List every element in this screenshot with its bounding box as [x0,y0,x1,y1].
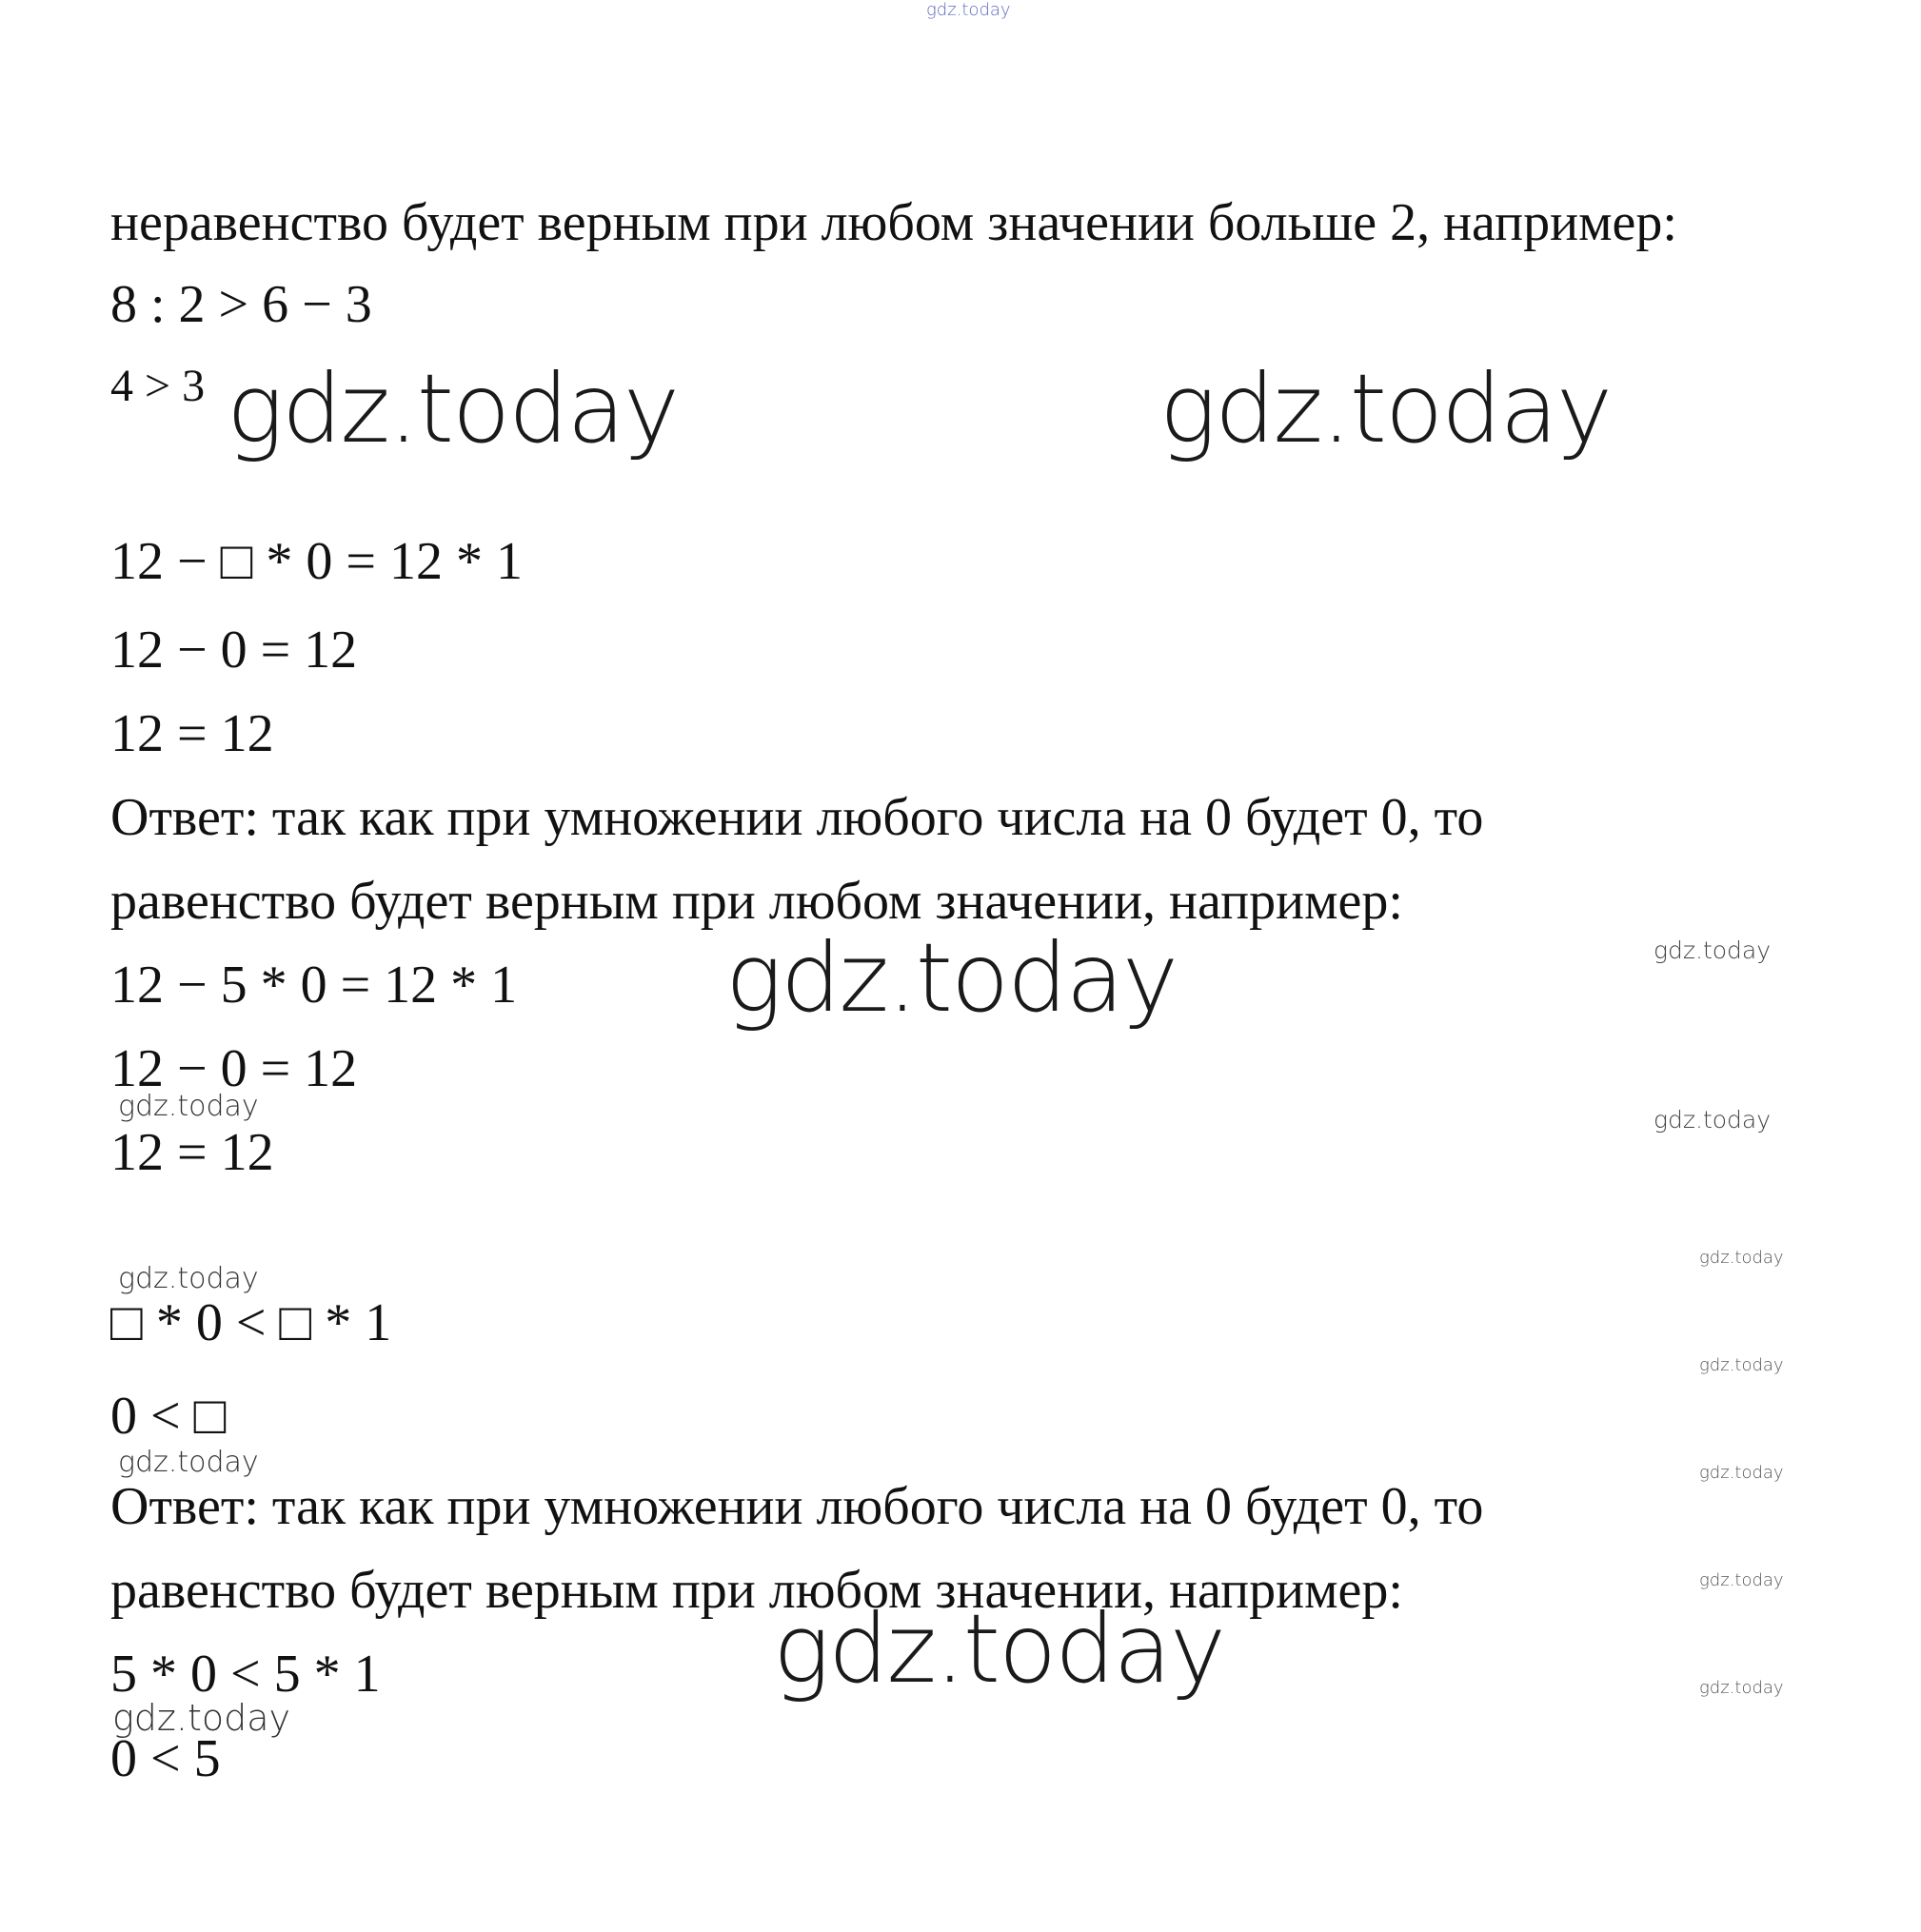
answer-line: равенство будет верным при любом значении, например: [110,1561,1403,1620]
equation-line: 12 − 0 = 12 [110,1039,358,1098]
equation-line: 0 < 5 [110,1729,221,1788]
equation-line: 12 = 12 [110,1123,274,1182]
answer-line: Ответ: так как при умножении любого числа на 0 будет 0, то [110,1477,1484,1536]
watermark-tiny: gdz.today [1699,1678,1784,1698]
equation-line: □ * 0 < □ * 1 [110,1293,392,1352]
equation-line: 0 < □ [110,1387,227,1446]
watermark-small: gdz.today [1654,1106,1772,1134]
equation-line: 12 − □ * 0 = 12 * 1 [110,532,523,591]
watermark-medium: gdz.today [118,1090,259,1123]
equation-line: 12 − 0 = 12 [110,621,358,680]
equation-line: 12 = 12 [110,704,274,763]
watermark-tiny: gdz.today [1699,1355,1784,1375]
text-line-inequality-explanation: неравенство будет верным при любом значении больше 2, например: [110,193,1677,252]
watermark-tiny: gdz.today [1699,1570,1784,1590]
watermark-large: gdz.today [725,922,1178,1034]
watermark-large: gdz.today [227,353,679,464]
watermark-medium: gdz.today [118,1262,259,1295]
watermark-small: gdz.today [1654,936,1772,964]
watermark-tiny: gdz.today [1699,1248,1784,1268]
watermark-large: gdz.today [1159,353,1612,464]
equation-line: 4 > 3 [110,361,206,411]
equation-line: 12 − 5 * 0 = 12 * 1 [110,956,518,1015]
watermark-large: gdz.today [773,1593,1225,1705]
answer-line: равенство будет верным при любом значении, например: [110,872,1403,931]
watermark-top: gdz.today [926,0,1011,20]
watermark-tiny: gdz.today [1699,1463,1784,1483]
watermark-medium: gdz.today [112,1697,290,1739]
equation-line: 8 : 2 > 6 − 3 [110,275,372,334]
answer-line: Ответ: так как при умножении любого числа на 0 будет 0, то [110,788,1484,847]
watermark-medium: gdz.today [118,1446,259,1479]
equation-line: 5 * 0 < 5 * 1 [110,1645,381,1704]
